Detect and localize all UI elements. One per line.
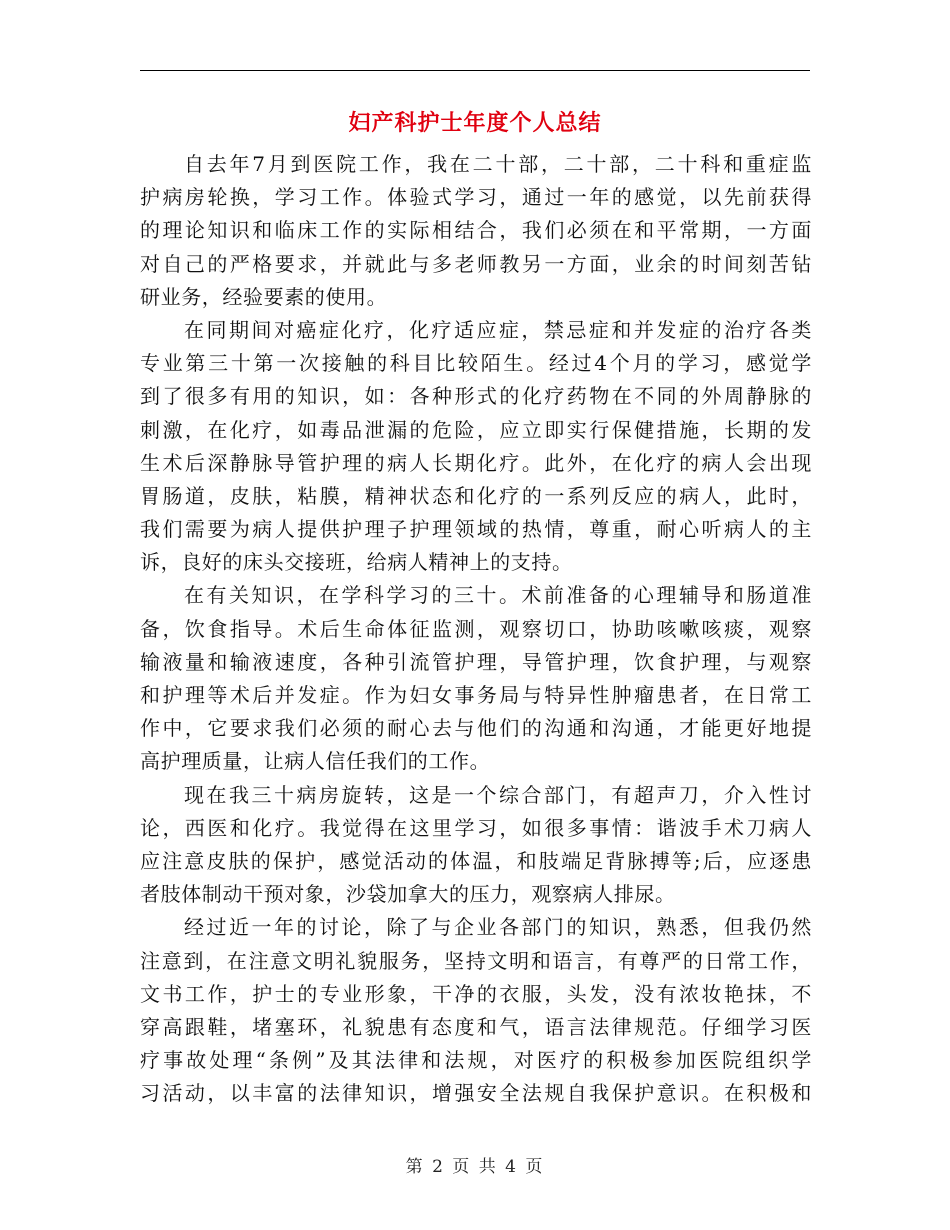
paragraph-line: 穿高跟鞋，堵塞环，礼貌患有态度和气，语言法律规范。仔细学习医	[140, 1014, 812, 1039]
paragraph-line: 护病房轮换，学习工作。体验式学习，通过一年的感觉，以先前获得	[140, 185, 812, 210]
paragraph	[140, 148, 812, 314]
document-title: 妇产科护士年度个人总结	[348, 110, 602, 136]
paragraph-line: 在有关知识，在学科学习的三十。术前准备的心理辅导和肠道准	[184, 583, 812, 608]
paragraph-line: 习活动，以丰富的法律知识，增强安全法规自我保护意识。在积极和	[140, 1081, 812, 1106]
paragraph-line: 自去年7月到医院工作，我在二十部，二十部，二十科和重症监	[184, 152, 812, 176]
paragraph-line: 高护理质量，让病人信任我们的工作。	[140, 749, 491, 774]
paragraph-line: 疗事故处理“条例”及其法律和法规，对医疗的积极参加医院组织学	[140, 1048, 812, 1073]
paragraph	[140, 911, 812, 1110]
paragraph-line: 者肢体制动干预对象，沙袋加拿大的压力，观察病人排尿。	[140, 882, 676, 907]
header-rule	[140, 70, 810, 71]
paragraph-line: 论，西医和化疗。我觉得在这里学习，如很多事情：谐波手术刀病人	[140, 815, 812, 840]
paragraph	[140, 579, 812, 778]
paragraph-line: 现在我三十病房旋转，这是一个综合部门，有超声刀，介入性讨	[184, 782, 812, 807]
paragraph	[140, 314, 812, 580]
document-body	[140, 148, 812, 1110]
paragraph-line: 专业第三十第一次接触的科目比较陌生。经过4个月的学习，感觉学	[140, 351, 812, 376]
paragraph-line: 在同期间对癌症化疗，化疗适应症，禁忌症和并发症的治疗各类	[184, 317, 812, 342]
paragraph-line: 应注意皮肤的保护，感觉活动的体温，和肢端足背脉搏等;后，应逐患	[140, 848, 812, 873]
paragraph-line: 生术后深静脉导管护理的病人长期化疗。此外，在化疗的病人会出现	[140, 450, 812, 475]
paragraph-line: 胃肠道，皮肤，粘膜，精神状态和化疗的一系列反应的病人，此时，	[140, 483, 812, 508]
paragraph-line: 诉，良好的床头交接班，给病人精神上的支持。	[140, 550, 573, 575]
paragraph-line: 和护理等术后并发症。作为妇女事务局与特异性肿瘤患者，在日常工	[140, 683, 812, 707]
paragraph-line: 作中，它要求我们必须的耐心去与他们的沟通和沟通，才能更好地提	[140, 716, 812, 741]
paragraph-line: 的理论知识和临床工作的实际相结合，我们必须在和平常期，一方面	[140, 218, 812, 243]
paragraph-line: 对自己的严格要求，并就此与多老师教另一方面，业余的时间刻苦钻	[140, 251, 812, 276]
paragraph-line: 文书工作，护士的专业形象，干净的衣服，头发，没有浓妆艳抹，不	[140, 981, 812, 1006]
page-footer: 第 2 页 共 4 页	[405, 1157, 545, 1177]
paragraph-line: 刺激，在化疗，如毒品泄漏的危险，应立即实行保健措施，长期的发	[140, 417, 812, 442]
paragraph-line: 到了很多有用的知识，如：各种形式的化疗药物在不同的外周静脉的	[140, 384, 812, 409]
paragraph-line: 我们需要为病人提供护理子护理领域的热情，尊重，耐心听病人的主	[140, 517, 812, 542]
paragraph-line: 注意到，在注意文明礼貌服务，坚持文明和语言，有尊严的日常工作，	[140, 948, 812, 973]
paragraph-line: 经过近一年的讨论，除了与企业各部门的知识，熟悉，但我仍然	[184, 915, 812, 940]
paragraph-line: 输液量和输液速度，各种引流管护理，导管护理，饮食护理，与观察	[140, 649, 812, 674]
paragraph-line: 备，饮食指导。术后生命体征监测，观察切口，协助咳嗽咳痰，观察	[140, 616, 812, 641]
paragraph	[140, 779, 812, 912]
paragraph-line: 研业务，经验要素的使用。	[140, 284, 388, 309]
